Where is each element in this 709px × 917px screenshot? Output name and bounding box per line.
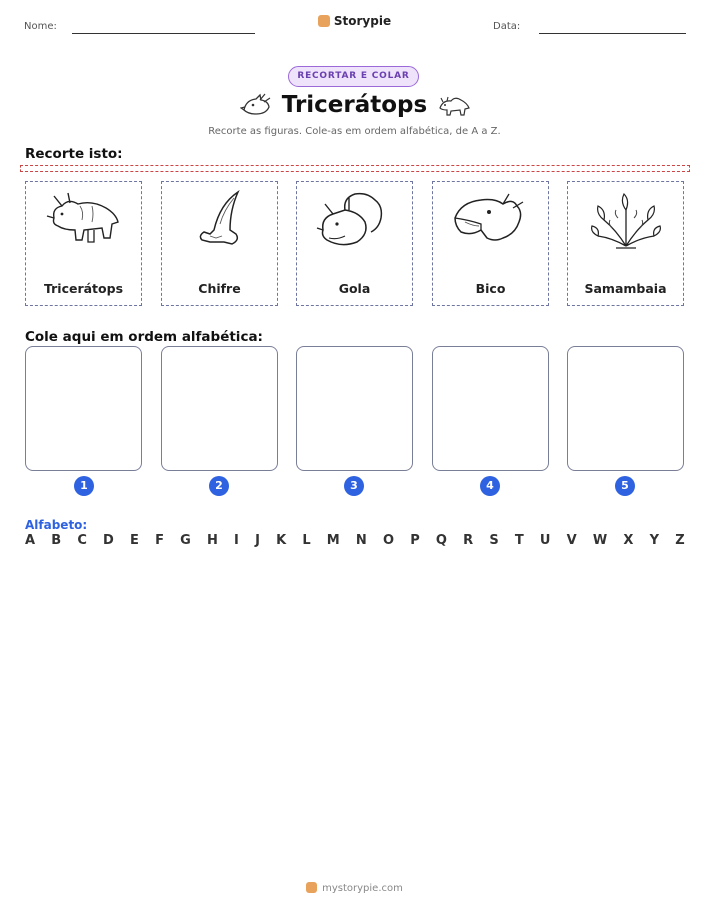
fern-icon xyxy=(586,190,666,250)
alphabet-letter: L xyxy=(302,533,311,548)
alphabet-letter: K xyxy=(276,533,287,548)
brand-name: Storypie xyxy=(333,14,392,28)
slot-number-2: 2 xyxy=(209,476,229,496)
footer xyxy=(0,882,709,894)
alphabet-letter: D xyxy=(103,533,114,548)
brand-logo xyxy=(0,14,709,28)
slot-number-5: 5 xyxy=(615,476,635,496)
footer-site[interactable]: mystorypie.com xyxy=(322,883,403,894)
triceratops-icon xyxy=(44,190,124,250)
beak-icon xyxy=(451,190,531,250)
card-label: Chifre xyxy=(198,281,241,296)
alphabet-letter: O xyxy=(382,533,395,548)
cut-line xyxy=(20,165,690,172)
date-line[interactable] xyxy=(539,33,686,34)
dino-right-icon xyxy=(437,94,471,118)
alphabet-letter: X xyxy=(623,533,634,548)
paste-slot-1[interactable] xyxy=(25,346,142,471)
paste-slot-3[interactable] xyxy=(296,346,413,471)
frill-icon xyxy=(315,190,395,250)
slot-number-4: 4 xyxy=(480,476,500,496)
cut-card-bico[interactable] xyxy=(432,181,549,306)
cut-card-gola[interactable] xyxy=(296,181,413,306)
storypie-logo-icon xyxy=(318,15,330,27)
horn-icon xyxy=(180,190,260,250)
alphabet-letter: Q xyxy=(435,533,447,548)
activity-badge: RECORTAR E COLAR xyxy=(288,66,419,87)
alphabet-letter: G xyxy=(180,533,191,548)
alphabet-letter: N xyxy=(355,533,367,548)
paste-slot-5[interactable] xyxy=(567,346,684,471)
alphabet-row xyxy=(25,533,685,548)
cut-card-triceratops[interactable] xyxy=(25,181,142,306)
alphabet-letter: R xyxy=(463,533,474,548)
page-title: Tricerátops xyxy=(281,92,428,118)
alphabet-letter: E xyxy=(130,533,139,548)
alphabet-heading: Alfabeto: xyxy=(25,518,88,532)
storypie-logo-icon xyxy=(306,882,317,893)
card-label: Bico xyxy=(475,281,506,296)
cut-card-samambaia[interactable] xyxy=(567,181,684,306)
name-line[interactable] xyxy=(72,33,255,34)
alphabet-letter: P xyxy=(410,533,420,548)
cut-heading: Recorte isto: xyxy=(25,146,123,162)
alphabet-letter: J xyxy=(255,533,260,548)
page-subtitle: Recorte as figuras. Cole-as em ordem alfabética, de A a Z. xyxy=(208,126,501,137)
alphabet-letter: U xyxy=(539,533,551,548)
alphabet-letter: I xyxy=(234,533,239,548)
alphabet-letter: B xyxy=(51,533,62,548)
alphabet-letter: Y xyxy=(649,533,660,548)
card-label: Tricerátops xyxy=(43,281,124,296)
alphabet-letter: W xyxy=(592,533,608,548)
alphabet-letter: S xyxy=(489,533,499,548)
alphabet-letter: F xyxy=(155,533,164,548)
paste-slot-4[interactable] xyxy=(432,346,549,471)
paste-slot-2[interactable] xyxy=(161,346,278,471)
alphabet-letter: Z xyxy=(675,533,685,548)
alphabet-letter: T xyxy=(514,533,524,548)
name-label: Nome: xyxy=(24,21,57,32)
alphabet-letter: A xyxy=(25,533,36,548)
paste-heading: Cole aqui em ordem alfabética: xyxy=(25,329,263,345)
alphabet-letter: V xyxy=(566,533,577,548)
date-label: Data: xyxy=(493,21,521,32)
slot-number-3: 3 xyxy=(344,476,364,496)
alphabet-letter: M xyxy=(326,533,340,548)
cut-card-chifre[interactable] xyxy=(161,181,278,306)
alphabet-letter: C xyxy=(77,533,87,548)
card-label: Samambaia xyxy=(584,281,667,296)
slot-number-1: 1 xyxy=(74,476,94,496)
card-label: Gola xyxy=(338,281,371,296)
alphabet-letter: H xyxy=(206,533,218,548)
